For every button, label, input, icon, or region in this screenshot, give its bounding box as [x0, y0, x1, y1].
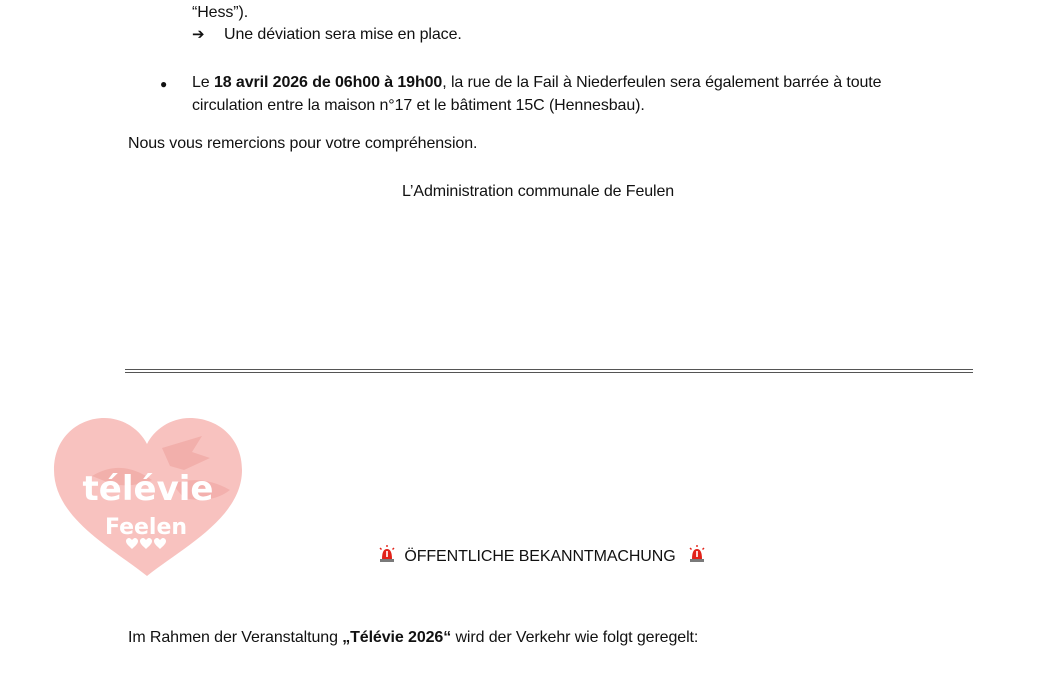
intro-suffix: wird der Verkehr wie folgt geregelt:	[451, 629, 699, 646]
logo-text-sub: Feelen	[104, 515, 188, 540]
heart-logo-graphic	[52, 418, 242, 578]
divider-line-top	[125, 369, 973, 370]
logo-text-main: télévie	[82, 469, 214, 509]
bullet-prefix: Le	[192, 74, 214, 91]
detour-text: Une déviation sera mise en place.	[224, 26, 462, 43]
bullet-rest: , la rue de la Fail à Niederfeulen sera également barrée à toute	[442, 74, 882, 91]
siren-icon	[688, 545, 706, 563]
divider-line-bottom	[125, 372, 973, 373]
heading-text: ÖFFENTLICHE BEKANNTMACHUNG	[404, 548, 676, 565]
text-fragment-hess: “Hess”).	[192, 4, 249, 21]
intro-prefix: Im Rahmen der Veranstaltung	[128, 629, 343, 646]
intro-text	[128, 627, 698, 649]
bullet-line-1	[192, 72, 881, 94]
signature: L’Administration communale de Feulen	[402, 183, 675, 200]
intro-event-bold: „Télévie 2026“	[342, 629, 452, 646]
bullet-icon: ●	[160, 77, 168, 91]
thanks-text: Nous vous remercions pour votre compréhension.	[128, 135, 478, 152]
bullet-date-bold: 18 avril 2026 de 06h00 à 19h00	[213, 74, 443, 91]
siren-icon	[378, 545, 396, 563]
bullet-line-2: circulation entre la maison n°17 et le bâtiment 15C (Hennesbau).	[192, 97, 645, 114]
right-arrow-icon: ➔	[192, 26, 205, 43]
public-notice-heading	[378, 545, 706, 568]
televie-feelen-logo	[52, 418, 242, 578]
